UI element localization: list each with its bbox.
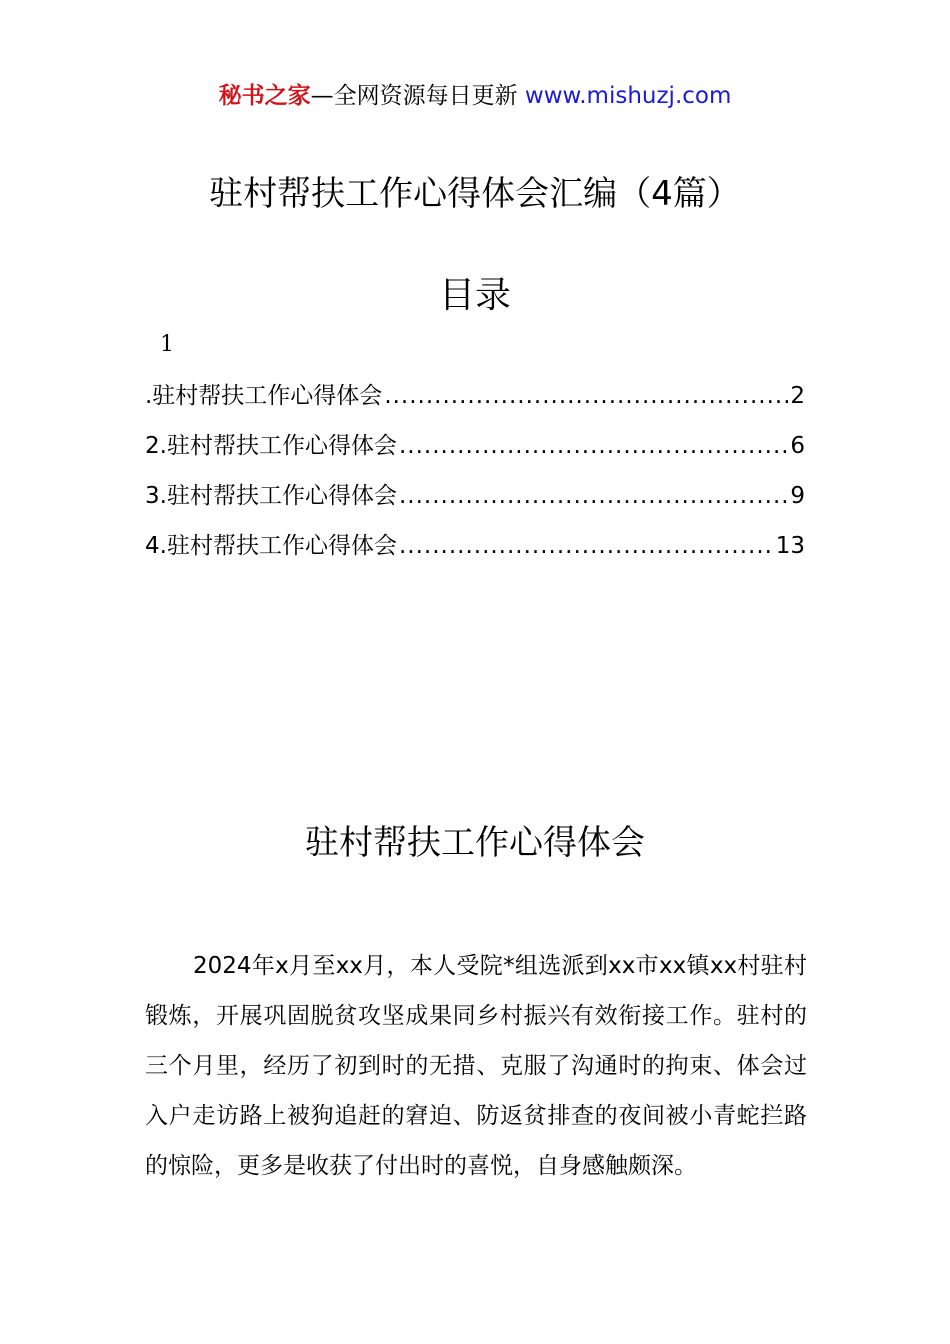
toc-entry-page: 6 (790, 433, 805, 459)
toc-entry-label: 3.驻村帮扶工作心得体会 (145, 483, 397, 509)
toc-entry-label: 4.驻村帮扶工作心得体会 (145, 533, 397, 559)
body-paragraph: 2024年x月至xx月，本人受院*组选派到xx市xx镇xx村驻村锻炼，开展巩固脱贫攻坚成果同乡村振兴有效衔接工作。驻村的三个月里，经历了初到时的无措、克服了沟通时的拘束、体会过入户走访路上被狗追赶的窘迫、防返贫排查的夜间被小青蛇拦路的惊险，更多是收获了付出时的喜悦，自身感触颇深。 (145, 953, 807, 1179)
toc-heading: 目录 (438, 275, 511, 316)
toc-leader-dots (399, 478, 788, 514)
site-header (0, 80, 950, 112)
toc-entry-label: 2.驻村帮扶工作心得体会 (145, 433, 397, 459)
toc-first-number: 1 (160, 332, 174, 357)
toc-entry-4[interactable] (145, 528, 805, 578)
toc-entry-2[interactable] (145, 428, 805, 478)
brand-name: 秘书之家 (218, 83, 311, 109)
toc-entry-page: 2 (790, 383, 805, 409)
header-slogan: —全网资源每日更新 (310, 83, 518, 109)
article-title: 驻村帮扶工作心得体会 (305, 823, 645, 863)
toc-leader-dots (384, 378, 788, 414)
toc-entry-label: .驻村帮扶工作心得体会 (145, 383, 383, 409)
table-of-contents (145, 378, 805, 578)
toc-leader-dots (399, 528, 774, 564)
toc-entry-page: 9 (790, 483, 805, 509)
toc-entry-page: 13 (775, 533, 805, 559)
toc-leader-dots (399, 428, 788, 464)
toc-entry-1[interactable] (145, 378, 805, 428)
toc-entry-3[interactable] (145, 478, 805, 528)
document-title: 驻村帮扶工作心得体会汇编（4篇） (209, 174, 741, 214)
site-url-link[interactable]: www.mishuzj.com (524, 83, 732, 109)
